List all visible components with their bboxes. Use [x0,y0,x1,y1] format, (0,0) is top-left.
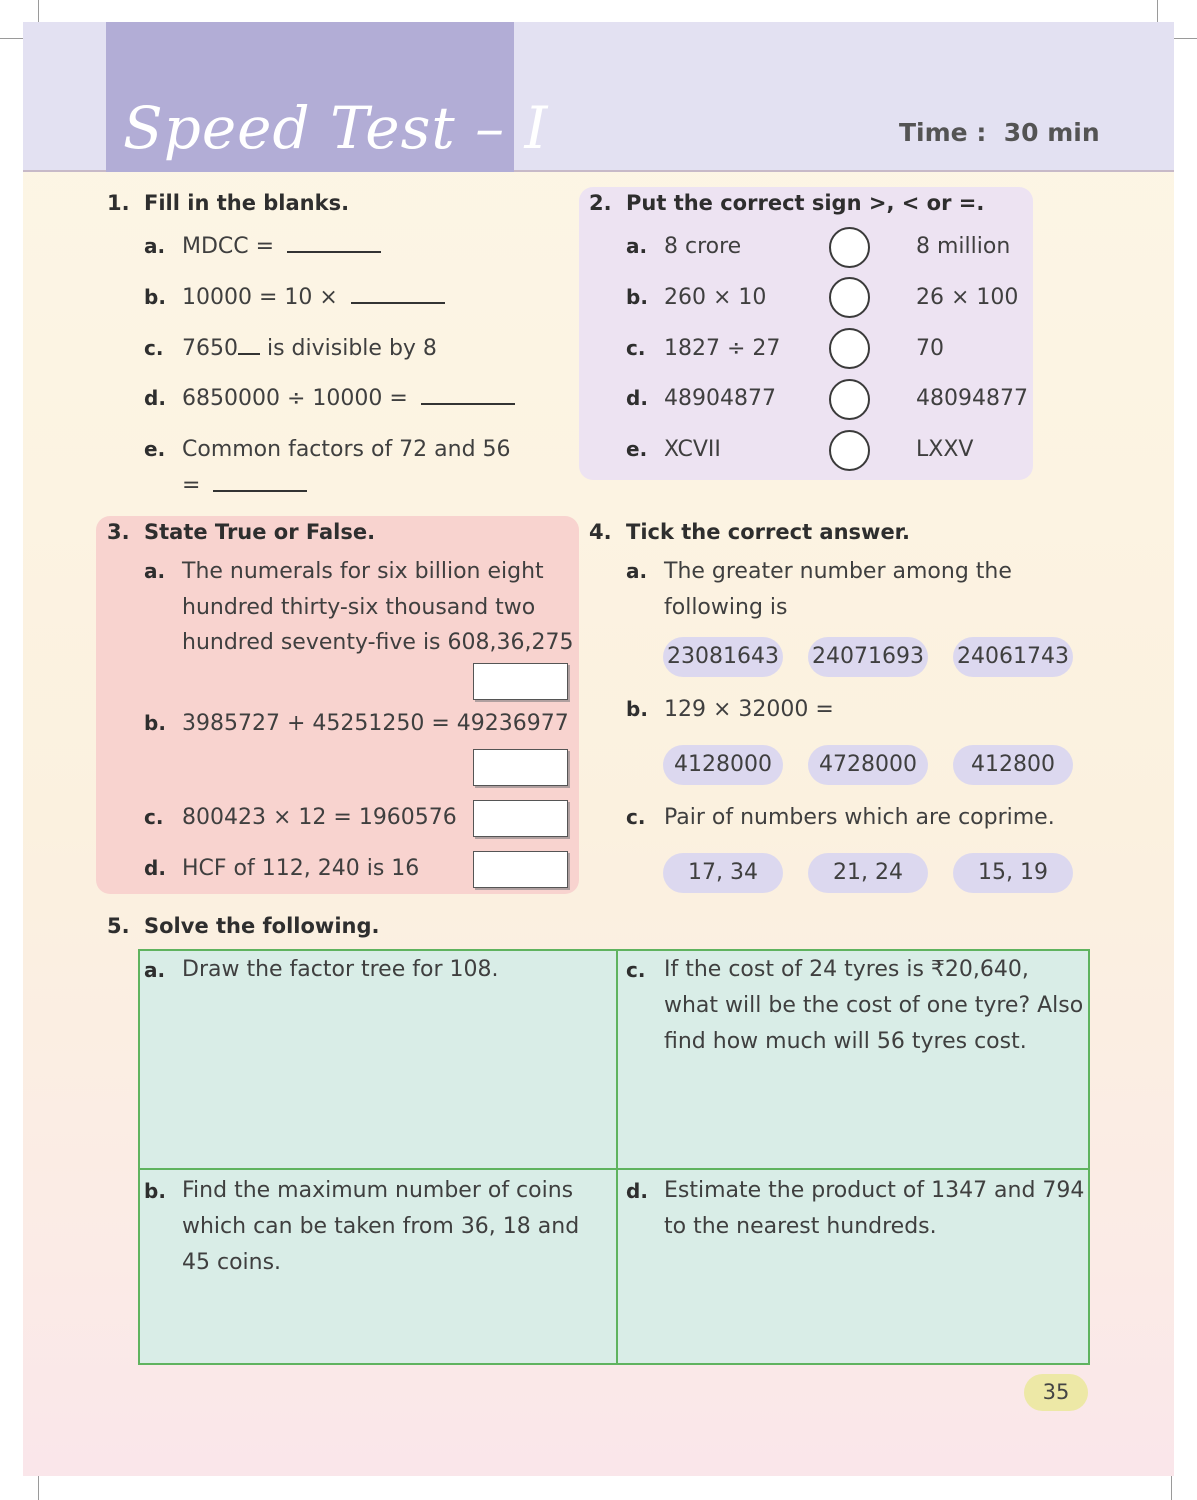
q3-title: State True or False. [144,520,376,544]
true-false-box[interactable] [473,800,568,837]
q4-item-b [626,697,834,722]
q1-heading [107,191,349,215]
item-line: following is [664,594,788,620]
header-band [23,22,1174,172]
q3-item-c [144,805,457,830]
item-text: Estimate the product of 1347 and 794 to the nearest hundreds. [664,1178,1085,1239]
item-left: 48904877 [664,386,776,411]
option-pill[interactable]: 4128000 [663,745,783,785]
item-label: e. [144,437,166,461]
item-text: = [182,473,201,498]
item-label: c. [626,336,646,360]
item-label: c. [626,958,646,982]
item-label: a. [144,958,166,982]
option-pill[interactable]: 15, 19 [953,853,1073,893]
answer-blank[interactable] [213,474,307,492]
true-false-box[interactable] [473,749,568,786]
q2-item-b-right: 26 × 100 [916,285,1019,310]
page-number: 35 [1024,1374,1088,1411]
q2-heading [589,191,984,215]
option-pill[interactable]: 24061743 [953,637,1073,677]
item-left: XCVII [664,437,721,462]
item-label: b. [626,285,648,309]
item-text: HCF of 112, 240 is 16 [182,856,420,881]
trim-mark [38,1474,39,1500]
item-label: d. [144,386,166,410]
q2-item-c-right: 70 [916,336,944,361]
option-pill[interactable]: 23081643 [663,637,783,677]
option-pill[interactable]: 4728000 [808,745,928,785]
grid-divider [140,1168,1088,1170]
item-text: 10000 = 10 × [182,285,338,310]
item-text: 6850000 ÷ 10000 = [182,386,408,411]
q1-item-e [144,437,511,462]
item-label: d. [144,856,166,880]
q3-item-b [144,711,569,736]
q5-cell-d[interactable] [626,1173,1086,1359]
q5-cell-b[interactable] [144,1173,610,1359]
item-label: a. [144,234,166,258]
q3-item-a [144,554,573,661]
item-text: Common factors of 72 and 56 [182,437,511,462]
q1-item-d [144,386,515,411]
item-line: The numerals for six billion eight [182,559,544,584]
item-label: a. [626,559,648,583]
q2-item-d [626,386,776,411]
item-text: 7650 [182,336,238,361]
item-text: 800423 × 12 = 1960576 [182,805,457,830]
time-limit [899,118,1100,147]
item-line: The greater number among the [664,559,1012,584]
q2-item-d-right: 48094877 [916,386,1028,411]
q2-item-c [626,336,780,361]
q2-item-e [626,437,721,462]
item-line: 129 × 32000 = [664,697,834,722]
item-left: 260 × 10 [664,285,767,310]
item-label: a. [144,559,166,583]
grid-divider [616,951,618,1363]
q5-number: 5. [107,914,130,938]
q1-item-a [144,234,381,259]
item-left: 8 crore [664,234,742,259]
item-text: Find the maximum number of coins which can be taken from 36, 18 and 45 coins. [182,1178,580,1275]
q1-item-c [144,336,437,361]
item-label: c. [626,805,646,829]
item-label: b. [144,1179,166,1203]
q5-heading [107,914,379,938]
sign-circle[interactable] [829,430,870,471]
q1-title: Fill in the blanks. [144,191,350,215]
trim-mark [1171,1474,1172,1500]
option-pill[interactable]: 17, 34 [663,853,783,893]
item-left: 1827 ÷ 27 [664,336,781,361]
item-line: hundred thirty-six thousand two [182,594,536,620]
digit-blank[interactable] [238,337,260,355]
q3-number: 3. [107,520,130,544]
q2-item-e-right: LXXV [916,437,974,462]
q1-item-b [144,285,445,310]
time-label: Time : [899,118,987,147]
sign-circle[interactable] [829,277,870,318]
true-false-box[interactable] [473,851,568,888]
option-pill[interactable]: 21, 24 [808,853,928,893]
time-value: 30 min [1003,118,1100,147]
q4-heading [589,520,910,544]
item-label: c. [144,805,164,829]
q4-item-a [626,554,1012,625]
q3-item-d [144,856,419,881]
q4-number: 4. [589,520,612,544]
item-label: d. [626,386,648,410]
sign-circle[interactable] [829,379,870,420]
answer-blank[interactable] [287,235,381,253]
item-text: Draw the factor tree for 108. [182,957,499,982]
item-label: b. [144,285,166,309]
item-label: b. [626,697,648,721]
item-label: e. [626,437,648,461]
item-text: 3985727 + 45251250 = 49236977 [182,711,569,736]
worksheet-page [23,22,1174,1476]
q5-cell-c[interactable] [626,952,1086,1162]
q1-item-e-answer [182,473,307,498]
option-pill[interactable]: 412800 [953,745,1073,785]
trim-mark [1171,38,1197,39]
true-false-box[interactable] [473,663,568,700]
sign-circle[interactable] [829,328,870,369]
q2-item-b [626,285,766,310]
answer-blank[interactable] [351,286,445,304]
q5-title: Solve the following. [144,914,380,938]
page-title: Speed Test – I [123,94,549,162]
item-label: a. [626,234,648,258]
q1-number: 1. [107,191,130,215]
q3-heading [107,520,375,544]
q2-item-a-right: 8 million [916,234,1011,259]
option-pill[interactable]: 24071693 [808,637,928,677]
item-text: If the cost of 24 tyres is ₹20,640, what will be the cost of one tyre? Also find how much will 56 tyres cost. [664,957,1084,1054]
sign-circle[interactable] [829,227,870,268]
item-line: hundred seventy-five is 608,36,275 [182,630,574,655]
answer-blank[interactable] [421,387,515,405]
item-line: Pair of numbers which are coprime. [664,805,1055,830]
q5-cell-a[interactable] [144,952,610,1162]
item-label: d. [626,1179,648,1203]
q2-number: 2. [589,191,612,215]
q2-title: Put the correct sign >, < or =. [626,191,985,215]
q4-title: Tick the correct answer. [626,520,911,544]
q5-answer-grid [138,949,1090,1365]
item-label: b. [144,711,166,735]
item-text: is divisible by 8 [260,336,437,361]
item-text: MDCC = [182,234,275,259]
q2-item-a [626,234,741,259]
q4-item-c [626,805,1055,830]
item-label: c. [144,336,164,360]
